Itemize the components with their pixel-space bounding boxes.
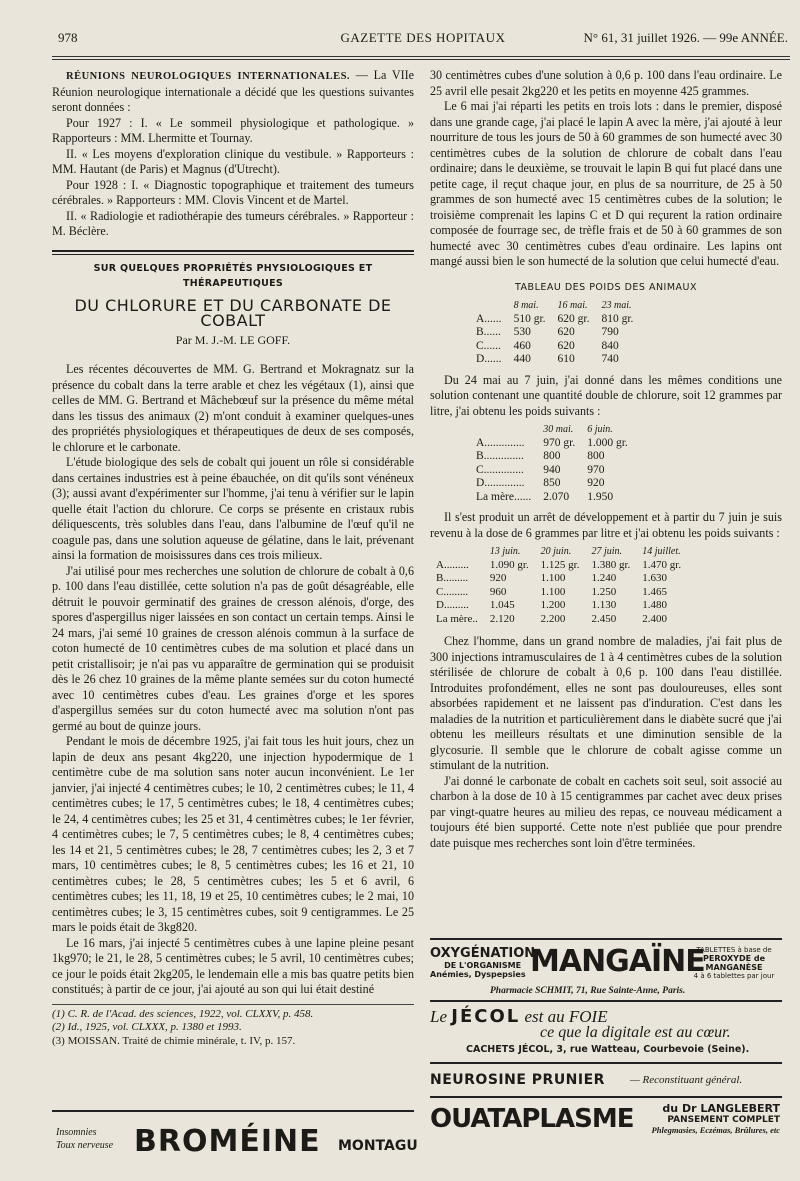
meetings-intro: RÉUNIONS NEUROLOGIQUES INTERNATIONALES. — La VIIe Réunion neurologique internationale a décidé que les questions suivantes seront données : (52, 68, 414, 114)
table-header-cell: 20 juin. (540, 546, 572, 557)
table-cell: 790 (601, 326, 619, 338)
table-cell: 1.000 gr. (587, 436, 628, 449)
table-cell: 1.470 gr. (642, 558, 682, 571)
journal-title: GAZETTE DES HOPITAUX (340, 30, 506, 45)
article-title: DU CHLORURE ET DU CARBONATE DE COBALT (74, 295, 392, 330)
left-column (52, 68, 414, 1048)
table-header-cell (430, 545, 484, 559)
table-cell: 940 (543, 463, 561, 476)
mangaine-side: TABLETTES à base de PEROXYDE de MANGANÈSE 4 à 6 tablettes par jour (693, 946, 775, 980)
neurosine-name: NEUROSINE PRUNIER (430, 1072, 605, 1088)
table-cell: A.............. (476, 436, 525, 449)
table-row (470, 340, 639, 354)
mangaine-name: MANGAÏNE (530, 944, 705, 979)
table-cell: 800 (543, 450, 561, 462)
table-row (470, 437, 634, 451)
table-row (470, 477, 634, 491)
table-header-cell: 14 juillet. (642, 546, 681, 557)
footnote: (1) C. R. de l'Acad. des sciences, 1922, vol. CLXXV, p. 458. (52, 1007, 314, 1020)
table-cell: 1.090 gr. (489, 558, 529, 571)
table-header-cell: 8 mai. (513, 300, 539, 311)
table-cell: 1.250 (591, 585, 617, 598)
table-row (470, 313, 639, 327)
mangaine-pharmacy: Pharmacie SCHMIT, 71, Rue Sainte-Anne, Paris. (490, 986, 686, 996)
table-row (470, 450, 634, 464)
footnote: (3) MOISSAN. Traité de chimie minérale, t. IV, p. 157. (52, 1034, 296, 1047)
table-cell: 800 (587, 450, 605, 462)
table-header-cell: 23 mai. (601, 300, 632, 311)
table-cell: 920 (587, 477, 605, 489)
table-cell: A...... (476, 312, 502, 325)
page-number: 978 (58, 30, 78, 45)
jecol-line2: ce que la digitale est au cœur. (540, 1024, 731, 1041)
issue-info: N° 61, 31 juillet 1926. — 99e ANNÉE. (583, 30, 788, 45)
table-row (470, 464, 634, 478)
table-cell: 920 (489, 572, 507, 584)
article-paragraph: Pendant le mois de décembre 1925, j'ai fait tous les huit jours, chez un lapin de deux ans pesant 4kg220, une injection hypodermique de 1 centimètre cube de ma solution sans noter aucun inconvénient. Le 1er janvier, j'ai injecté 4 centimètres cubes; le 10, 2 centimètres cubes; le 11, 4 centimètres cubes; le 17, 5 centimètres cubes; le 18, 4 centimètres cubes; le 24, 4 centimètres cubes; les 25 et 31, 4 centimètres cubes; le 1er février, 4 centimètres cubes; le 7, 5 centimètres cubes; le 8, 4 centimètres cubes; les 14 et 21, 5 centimètres cubes; le 28, 7 centimètres cubes; les 2, 3 et 7 mars, 10 centimètres cubes; le 8, 5 centimètres cubes; les 16 et 21, 10 centimètres cubes; le 28, 5 centimètres cubes; les 5 et 6 avril, 6 centimètres cubes; les 11, 18, 19 et 25, 10 centimètres cubes; le 2 mai, 10 centimètres cubes; le 3, 15 centimètres cubes, soit 9 centigrammes. Le 25 mars le poids était de 3kg820. (52, 734, 414, 934)
oxygenation-block: OXYGÉNATION DE L'ORGANISME Anémies, Dyspepsies (430, 946, 536, 979)
bromeine-brand: MONTAGU (338, 1138, 418, 1154)
article-paragraph: Le 6 mai j'ai réparti les petits en trois lots : dans le premier, disposé dans une grande cage, j'ai placé le lapin A avec la mère, j'ai ajouté à leur nourriture de tous les jours de 50 à 60 grammes de son humecté avec 30 centimètres cubes de la solution de chlorure de cobalt dans l'eau ordinaire; dans le deuxième, se trouvait le lapin B qui fut placé dans une petite cage, il reçut chaque jour, en plus de sa nourriture, de 25 à 50 grammes de son humecté avec 15 centimètres cubes de la solution; le troisième comprenait les lapins C et D qui reçurent la ration ordinaire composée de fourrage sec, de trèfle frais et de 50 à 60 grammes de son humecté avec 30 centimètres cubes d'eau ordinaire. Les lapins ont mangé aussi bien le son humecté de la solution que celui humecté d'eau. (430, 99, 782, 268)
meetings-p1: Pour 1927 : I. « Le sommeil physiologique et pathologique. » Rapporteurs : MM. Lhermitte et Tournay. (52, 115, 414, 145)
table-header-cell: 30 mai. (543, 424, 574, 435)
table-header-cell: 16 mai. (557, 300, 588, 311)
table-cell: 960 (489, 585, 507, 598)
table-caption: TABLEAU DES POIDS DES ANIMAUX (514, 281, 698, 293)
table-cell: D...... (476, 353, 502, 365)
table-cell: 2.450 (591, 612, 617, 625)
section-divider (52, 250, 414, 255)
meetings-p2: II. « Les moyens d'exploration clinique du vestibule. » Rapporteurs : MM. Hautant (de Paris) et Magnus (d'Utrecht). (52, 146, 414, 176)
neurosine-ad (430, 1062, 782, 1094)
table-cell: 610 (557, 353, 575, 365)
article-paragraph: Il s'est produit un arrêt de développement et à partir du 7 juin je suis revenu à la dose de 6 grammes par litre et j'ai obtenu les poids suivants : (430, 510, 782, 540)
table-cell: B...... (476, 326, 501, 338)
table-cell: 2.120 (489, 612, 515, 625)
weights-table-2 (470, 423, 634, 504)
article-paragraph: L'étude biologique des sels de cobalt qui jouent un rôle si considérable dans certaines industries est à peine ébauchée, on dit qu'ils sont vénéneux (3); aussi avant d'expérimenter sur l'homme, j'ai tenu à vérifier sur le lapin quelle était l'action du chlorure. Ce corps se présente en cristaux rubis déliquescents, très solubles dans l'eau, dans l'albumine de l'œuf qu'il ne coagule pas, dans une solution aqueuse de gélatine, dans le lait, prévenant ainsi la formation de moisissures dans ces trois milieux. (52, 455, 414, 562)
table-cell: D.............. (476, 477, 525, 489)
ouataplasme-side: du Dr LANGLEBERT PANSEMENT COMPLET Phlegmasies, Eczémas, Brûlures, etc (651, 1102, 780, 1135)
table-cell: 1.380 gr. (591, 558, 631, 571)
jecol-address: CACHETS JÉCOL, 3, rue Watteau, Courbevoie (Seine). (466, 1044, 750, 1055)
article-paragraph: Du 24 mai au 7 juin, j'ai donné dans les mêmes conditions une solution contenant une quantité double de chlorure, soit 12 grammes par litre, j'ai obtenu les poids suivants : (430, 372, 782, 418)
weights-table-1 (470, 299, 639, 367)
table-cell: 1.950 (587, 490, 614, 503)
table-cell: 850 (543, 477, 561, 489)
table-cell: 620 (557, 326, 575, 338)
mangaine-ad (430, 938, 782, 1000)
right-column (430, 68, 782, 851)
table-header-cell (470, 423, 537, 437)
table-cell: 1.100 (540, 585, 566, 598)
table-row (430, 613, 687, 627)
table-cell: C...... (476, 339, 501, 352)
table-cell: 2.070 (543, 490, 570, 503)
table-row (470, 326, 639, 340)
bromeine-name: BROMÉINE (134, 1124, 321, 1159)
table-cell: 1.240 (591, 572, 617, 584)
table-cell: 620 (557, 339, 575, 352)
table-cell: 2.400 (642, 612, 668, 625)
table-cell: 840 (601, 339, 619, 352)
table-cell: 740 (601, 353, 619, 365)
table-header-cell: 13 juin. (489, 546, 521, 557)
article-paragraph: 30 centimètres cubes d'une solution à 0,6 p. 100 dans l'eau ordinaire. Le 25 avril elle pesait 2kg220 et les petits en moyenne 425 grammes. (430, 68, 782, 98)
article-paragraph: Chez l'homme, dans un grand nombre de maladies, j'ai fait plus de 300 injections intramusculaires de 1 à 4 centimètres cubes de la solution stérilisée de chlorure de cobalt à 0,6 p. 100 dans l'eau distillée. Introduites profondément, elles ne sont pas douloureuses, elles sont absorbées rapidement et ne laissent pas d'induration. C'est dans les maladies de la nutrition et particulièrement dans le diabète sucré que j'ai obtenu les meilleurs résultats et une diminution sensible de la glycosurie. Il semble que le chlorure de cobalt agisse comme un stimulant de la nutrition. (430, 634, 782, 772)
table-row (470, 353, 639, 367)
jecol-line1: Le JÉCOL est au FOIE (430, 1006, 608, 1027)
table-cell: A......... (436, 558, 469, 571)
table-cell: C.............. (476, 463, 524, 476)
table-cell: 440 (513, 353, 531, 365)
table-cell: 530 (513, 326, 531, 338)
table-cell: 970 gr. (543, 436, 576, 449)
table-cell: C......... (436, 585, 469, 598)
table-cell: 1.465 (642, 585, 668, 598)
table-cell: 2.200 (540, 612, 566, 625)
table-header-cell: 27 juin. (591, 546, 623, 557)
table-cell: 1.100 (540, 572, 566, 584)
bromeine-ad (52, 1110, 418, 1174)
footnote: (2) Id., 1925, vol. CLXXX, p. 1380 et 1993. (52, 1021, 242, 1033)
ouataplasme-name: OUATAPLASME (430, 1104, 634, 1134)
table-cell: 1.480 (642, 599, 668, 611)
table-cell: 1.125 gr. (540, 558, 580, 571)
table-cell: La mère.. (436, 612, 478, 625)
table-cell: La mère...... (476, 490, 532, 503)
article-kicker: SUR QUELQUES PROPRIÉTÉS PHYSIOLOGIQUES ET THÉRAPEUTIQUES (93, 262, 373, 289)
bromeine-left: Insomnies Toux nerveuse (56, 1127, 114, 1151)
table-cell: 970 (587, 463, 605, 476)
jecol-name: JÉCOL (451, 1006, 521, 1027)
article-paragraph: J'ai donné le carbonate de cobalt en cachets soit seul, soit associé au charbon à la dose de 10 à 15 centigrammes par cachet avec deux prises par vingt-quatre heures au milieu des repas, ce nouveau médicament a toujours été bien supporté. Cette note n'est publiée que pour prendre date puisque mes recherches sont loin d'être terminées. (430, 773, 782, 850)
table-cell: 1.630 (642, 572, 668, 584)
table-cell: 1.045 (489, 599, 515, 611)
article-paragraph: Le 16 mars, j'ai injecté 5 centimètres cubes à une lapine pleine pesant 1kg970; le 21, le 28, 5 centimètres cubes; le 5 avril, 10 centimètres cubes; ce jour le poids était 2kg205, le lendemain elle a mis bas quatre petits bien constitués; à partir de ce jour, j'ai ajouté au son qui lui était destiné (52, 935, 414, 996)
meetings-p3: Pour 1928 : I. « Diagnostic topographique et traitement des tumeurs cérébrales. » Rapporteurs : MM. Clovis Vincent et de Martel. (52, 177, 414, 207)
meetings-title: RÉUNIONS NEUROLOGIQUES INTERNATIONALES. (66, 71, 351, 82)
table-header-cell (470, 299, 508, 313)
table-cell: 460 (513, 339, 531, 352)
table-cell: 810 gr. (601, 312, 634, 325)
table-cell: 620 gr. (557, 312, 590, 325)
jecol-ad (430, 1000, 782, 1060)
meetings-p4: II. « Radiologie et radiothérapie des tumeurs cérébrales. » Rapporteur : M. Béclère. (52, 208, 414, 238)
table-row (430, 586, 687, 600)
table-cell: B......... (436, 572, 469, 584)
table-header-cell: 6 juin. (587, 424, 613, 435)
neurosine-tagline: — Reconstituant général. (630, 1074, 743, 1086)
table-cell: B.............. (476, 450, 524, 462)
table-cell: D......... (436, 599, 469, 611)
header-rule (52, 56, 790, 60)
table-cell: 1.130 (591, 599, 617, 611)
weights-table-3 (430, 545, 687, 626)
table-row (430, 599, 687, 613)
article-byline: Par M. J.-M. LE GOFF. (175, 332, 291, 347)
table-cell: 510 gr. (513, 312, 546, 325)
article-paragraph: J'ai utilisé pour mes recherches une solution de chlorure de cobalt à 0,6 p. 100 dans l'eau distillée, cette solution n'a pas de goût désagréable, elle détruit le pouvoir germinatif des graines de cresson alénois, d'orge, des spores d'aspergillus niger laissées en son contact un certain temps. Ainsi le 24 mars, j'ai semé 10 graines de cresson alénois commun à la surface de coton humecté de 10 centimètres cubes de ma solution et placé dans un petit cristallisoir; je n'ai pas vu apparaître de germination qui se produisit dès le 26 chez 10 graines de la même plante semées sur du coton humecté avec 10 centimètres cubes d'eau. Les graines d'orge et les spores d'aspergillus semées sur du coton humecté avec ma solution n'ont pas germé au bout de quinze jours. (52, 563, 414, 733)
footnotes (52, 1004, 414, 1049)
table-row (430, 559, 687, 573)
ouataplasme-ad (430, 1096, 782, 1168)
article-paragraph: Les récentes découvertes de MM. G. Bertrand et Mokragnatz sur la présence du cobalt dans la terre arable et chez les végétaux (1), ainsi que celles de MM. G. Bertrand et Mâchebœuf sur la présence du même métal dans les tissus des animaux (2) m'ont conduit à examiner quelques-unes des propriétés physiologiques et thérapeutiques de deux de ses composés, le chlorure et le carbonate. (52, 362, 414, 454)
table-row (430, 572, 687, 586)
table-row (470, 491, 634, 505)
page-header (58, 30, 788, 56)
table-cell: 1.200 (540, 599, 566, 611)
